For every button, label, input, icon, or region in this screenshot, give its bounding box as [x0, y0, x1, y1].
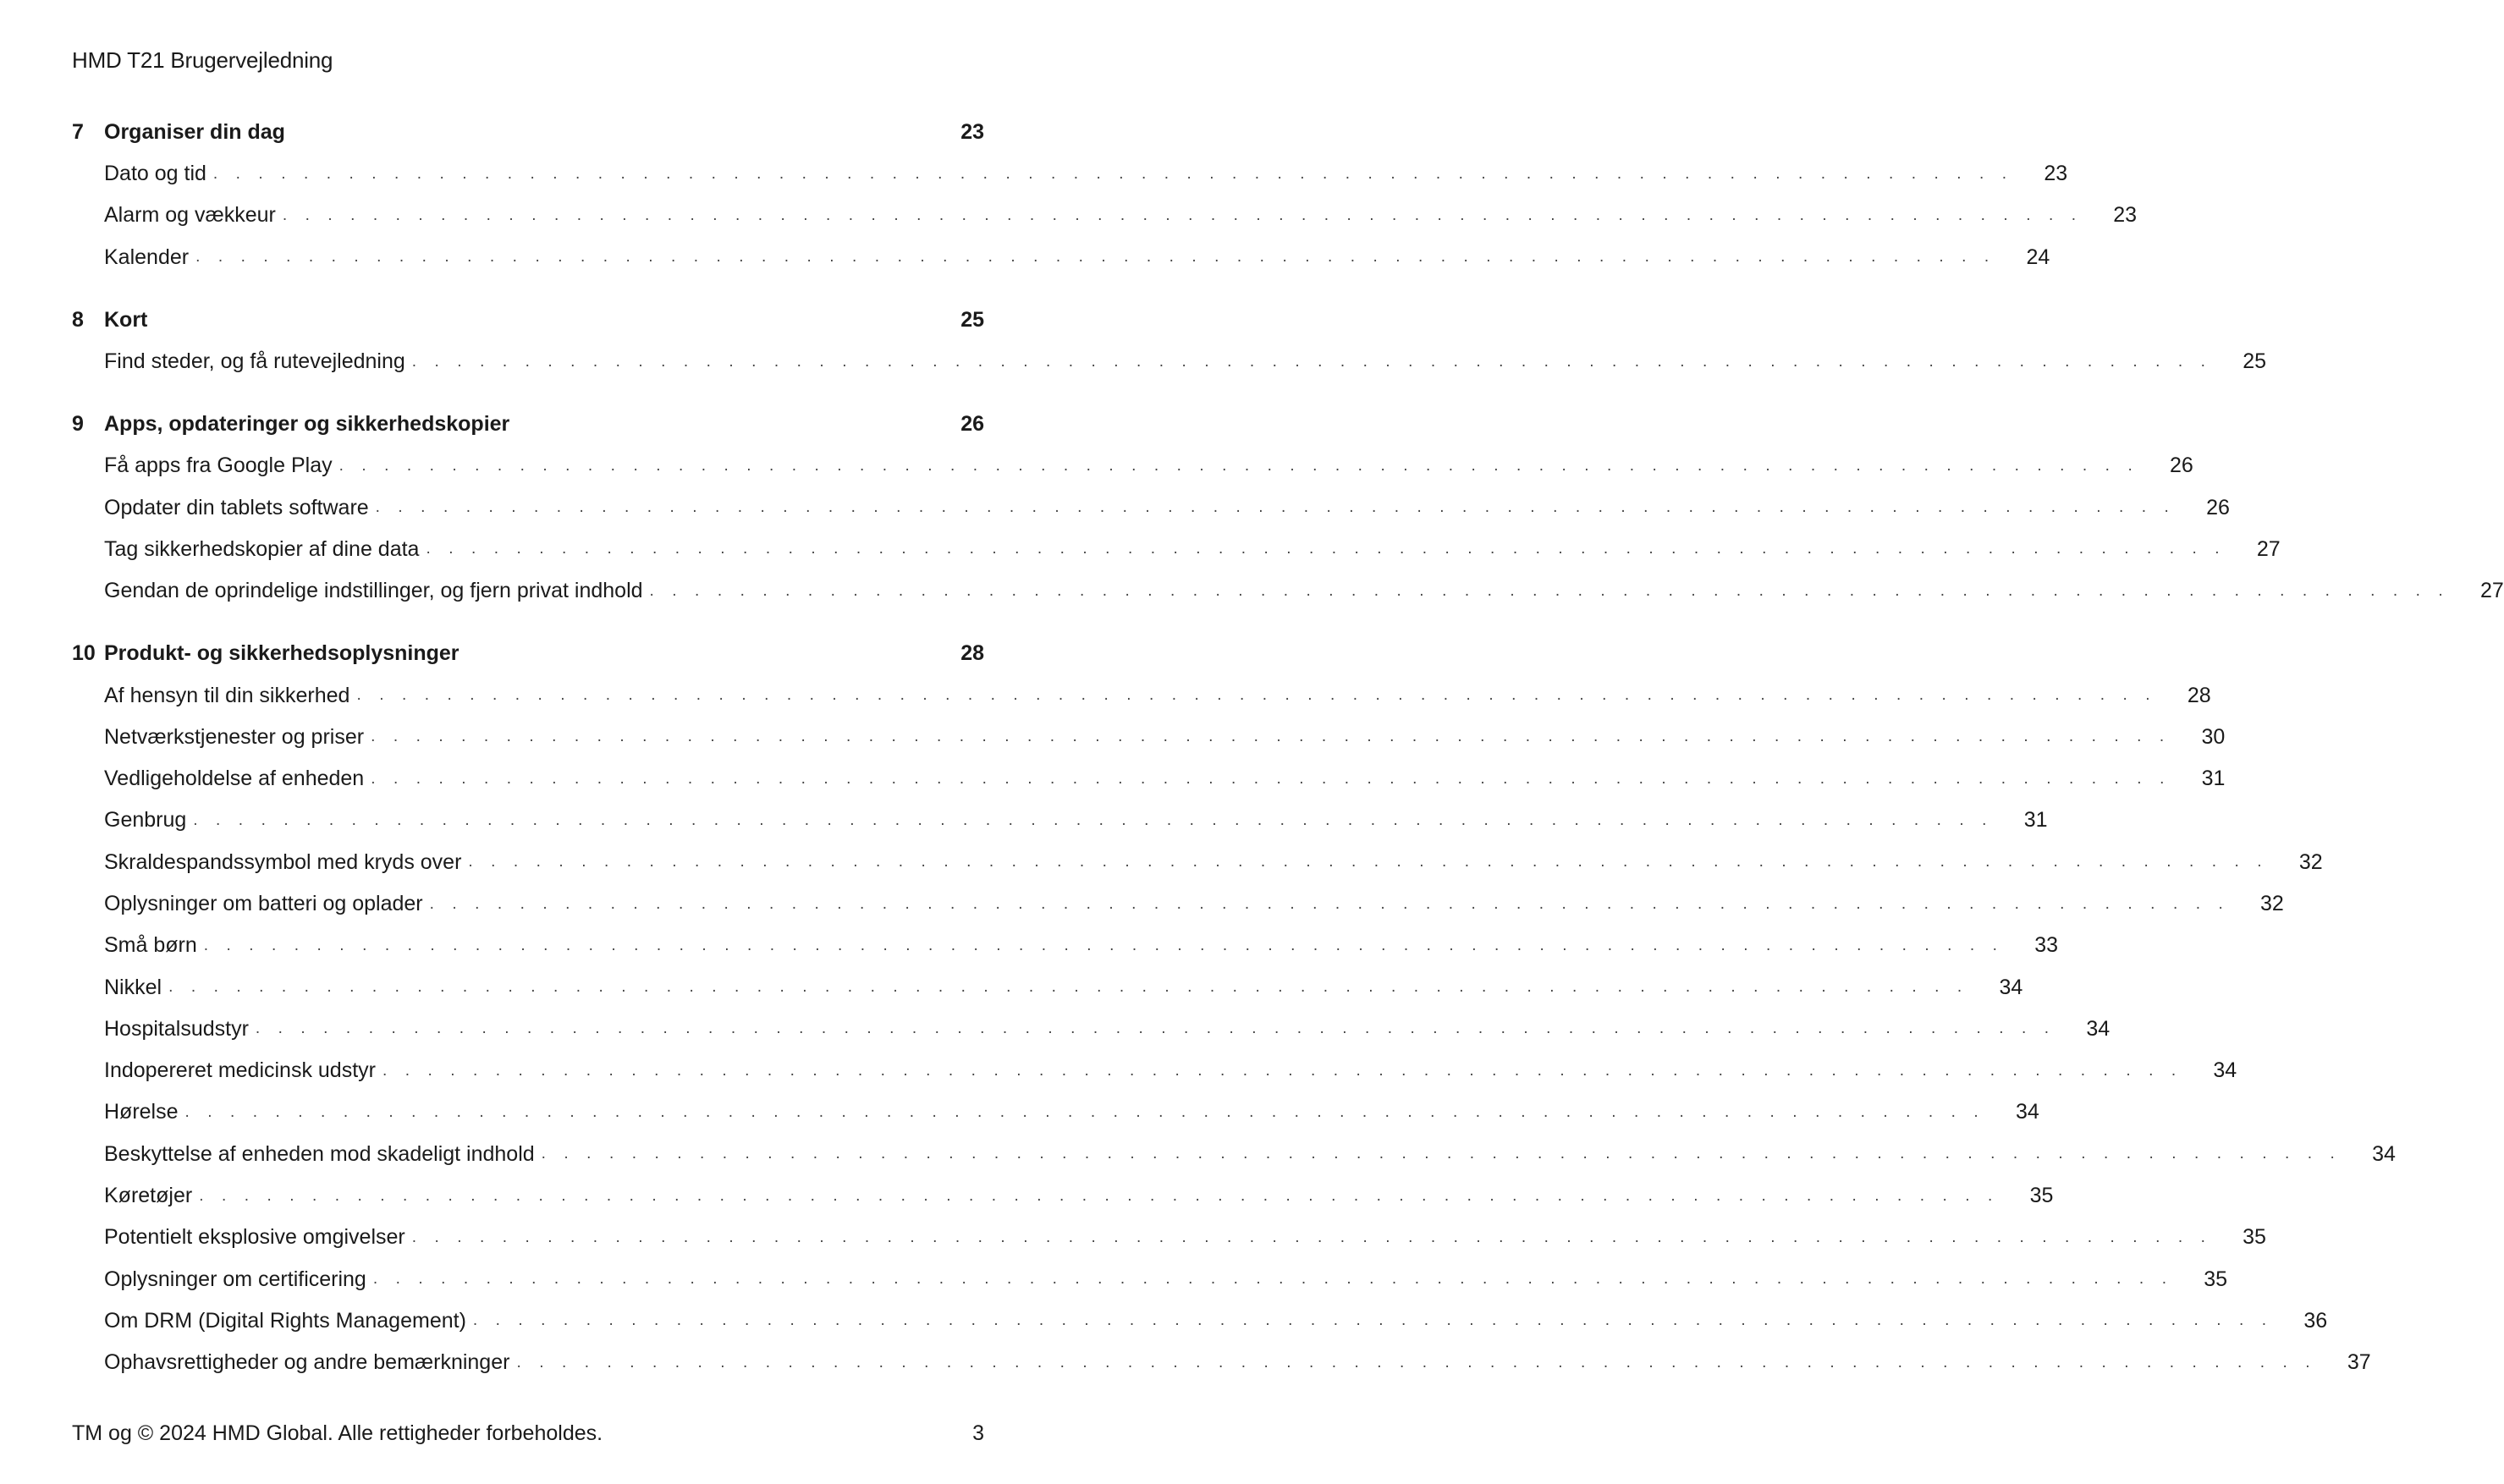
dot-leader: . . . . . . . . . . . . . . . . . . . . . . . . . . . . . . . . . . . . . . . . . . . . . . . . . . . . . . . . . . . . . . . . . . . . . . . . . . . . . . . . — [195, 248, 1996, 267]
dot-leader: . . . . . . . . . . . . . . . . . . . . . . . . . . . . . . . . . . . . . . . . . . . . . . . . . . . . . . . . . . . . . . . . . . . . . . . . . . . . . . . . — [429, 894, 2230, 913]
toc-entry-page-number: 37 — [2347, 1350, 2371, 1375]
dot-leader: . . . . . . . . . . . . . . . . . . . . . . . . . . . . . . . . . . . . . . . . . . . . . . . . . . . . . . . . . . . . . . . . . . . . . . . . . . . . . . . . — [649, 581, 2450, 600]
toc-entry-page-number: 25 — [2243, 349, 2267, 374]
toc-entry-title: Af hensyn til din sikkerhed — [104, 683, 350, 707]
page-number: 3 — [972, 1421, 984, 1445]
toc-entry[interactable] — [72, 1091, 2039, 1133]
dot-leader: . . . . . . . . . . . . . . . . . . . . . . . . . . . . . . . . . . . . . . . . . . . . . . . . . . . . . . . . . . . . . . . . . . . . . . . . . . . . . . . . — [472, 1311, 2274, 1330]
toc-entry[interactable] — [72, 445, 2193, 486]
chapter-page-number: 28 — [960, 641, 984, 666]
toc-entry[interactable] — [72, 842, 2323, 883]
toc-entry-title: Hospitalsudstyr — [104, 1016, 249, 1041]
chapter-page-number: 26 — [960, 412, 984, 437]
toc-entry-title: Opdater din tablets software — [104, 495, 369, 519]
chapter-number: 8 — [72, 307, 84, 332]
toc-entry-title: Beskyttelse af enheden mod skadeligt indhold — [104, 1141, 535, 1166]
toc-entry[interactable] — [72, 570, 2504, 612]
toc-entry-page-number: 33 — [2034, 933, 2058, 958]
toc-entry-title: Om DRM (Digital Rights Management) — [104, 1308, 466, 1333]
dot-leader: . . . . . . . . . . . . . . . . . . . . . . . . . . . . . . . . . . . . . . . . . . . . . . . . . . . . . . . . . . . . . . . . . . . . . . . . . . . . . . . . — [199, 1186, 2000, 1205]
toc-chapter — [72, 112, 2138, 278]
toc-entry-page-number: 35 — [2204, 1267, 2228, 1291]
toc-entry-title: Ophavsrettigheder og andre bemærkninger — [104, 1350, 510, 1375]
dot-leader: . . . . . . . . . . . . . . . . . . . . . . . . . . . . . . . . . . . . . . . . . . . . . . . . . . . . . . . . . . . . . . . . . . . . . . . . . . . . . . . . — [411, 352, 2213, 371]
chapter-number: 9 — [72, 412, 84, 437]
toc-entry[interactable] — [72, 758, 2226, 800]
dot-leader: . . . . . . . . . . . . . . . . . . . . . . . . . . . . . . . . . . . . . . . . . . . . . . . . . . . . . . . . . . . . . . . . . . . . . . . . . . . . . . . . — [371, 728, 2171, 746]
dot-leader: . . . . . . . . . . . . . . . . . . . . . . . . . . . . . . . . . . . . . . . . . . . . . . . . . . . . . . . . . . . . . . . . . . . . . . . . . . . . . . . . — [382, 1061, 2183, 1080]
toc-chapter — [72, 633, 2396, 1383]
toc-entry[interactable] — [72, 153, 2068, 195]
toc-entry-page-number: 32 — [2260, 892, 2284, 915]
chapter-title: Kort — [104, 307, 148, 332]
toc-entry-title: Gendan de oprindelige indstillinger, og fjern privat indhold — [104, 579, 643, 603]
toc-entry-title: Genbrug — [104, 808, 187, 833]
toc-entry[interactable] — [72, 486, 2230, 528]
toc-entry[interactable] — [72, 1217, 2266, 1258]
toc-entry-page-number: 24 — [2026, 245, 2050, 269]
dot-leader: . . . . . . . . . . . . . . . . . . . . . . . . . . . . . . . . . . . . . . . . . . . . . . . . . . . . . . . . . . . . . . . . . . . . . . . . . . . . . . . . — [255, 1020, 2056, 1038]
toc-entry-title: Vedligeholdelse af enheden — [104, 767, 365, 791]
toc-entry[interactable] — [72, 1009, 2111, 1050]
toc-entry-title: Køretøjer — [104, 1184, 193, 1208]
toc-entry-title: Oplysninger om certificering — [104, 1267, 366, 1291]
toc-entry-title: Find steder, og få rutevejledning — [104, 349, 405, 374]
chapter-number: 7 — [72, 120, 84, 144]
toc-entry[interactable] — [72, 195, 2138, 236]
toc-entry-page-number: 28 — [2187, 683, 2211, 707]
toc-entry[interactable] — [72, 717, 2226, 758]
toc-entry-title: Alarm og vækkeur — [104, 203, 276, 228]
toc-entry[interactable] — [72, 1342, 2371, 1383]
toc-chapter — [72, 404, 2504, 612]
toc-entry[interactable] — [72, 800, 2048, 841]
toc-entry-page-number: 34 — [2372, 1141, 2396, 1166]
toc-entry-page-number: 34 — [2015, 1100, 2039, 1124]
toc-entry-page-number: 34 — [1999, 975, 2023, 999]
toc-entry[interactable] — [72, 883, 2284, 925]
dot-leader: . . . . . . . . . . . . . . . . . . . . . . . . . . . . . . . . . . . . . . . . . . . . . . . . . . . . . . . . . . . . . . . . . . . . . . . . . . . . . . . . — [356, 686, 2157, 705]
chapter-title: Organiser din dag — [104, 120, 285, 144]
dot-leader: . . . . . . . . . . . . . . . . . . . . . . . . . . . . . . . . . . . . . . . . . . . . . . . . . . . . . . . . . . . . . . . . . . . . . . . . . . . . . . . . — [193, 811, 1994, 829]
toc-entry-title: Kalender — [104, 245, 190, 269]
dot-leader: . . . . . . . . . . . . . . . . . . . . . . . . . . . . . . . . . . . . . . . . . . . . . . . . . . . . . . . . . . . . . . . . . . . . . . . . . . . . . . . . — [168, 978, 1969, 997]
toc-entry[interactable] — [72, 1134, 2396, 1175]
dot-leader: . . . . . . . . . . . . . . . . . . . . . . . . . . . . . . . . . . . . . . . . . . . . . . . . . . . . . . . . . . . . . . . . . . . . . . . . . . . . . . . . — [184, 1102, 1985, 1121]
toc-entry-title: Tag sikkerhedskopier af dine data — [104, 536, 420, 561]
chapter-title: Apps, opdateringer og sikkerhedskopier — [104, 412, 510, 437]
dot-leader: . . . . . . . . . . . . . . . . . . . . . . . . . . . . . . . . . . . . . . . . . . . . . . . . . . . . . . . . . . . . . . . . . . . . . . . . . . . . . . . . — [372, 1270, 2174, 1289]
toc-entry[interactable] — [72, 1259, 2228, 1300]
toc-entry-title: Dato og tid — [104, 162, 206, 186]
dot-leader: . . . . . . . . . . . . . . . . . . . . . . . . . . . . . . . . . . . . . . . . . . . . . . . . . . . . . . . . . . . . . . . . . . . . . . . . . . . . . . . . — [212, 164, 2014, 183]
toc-entry-title: Potentielt eksplosive omgivelser — [104, 1225, 405, 1250]
toc-entry-title: Oplysninger om batteri og oplader — [104, 892, 423, 915]
dot-leader: . . . . . . . . . . . . . . . . . . . . . . . . . . . . . . . . . . . . . . . . . . . . . . . . . . . . . . . . . . . . . . . . . . . . . . . . . . . . . . . . — [371, 769, 2171, 788]
dot-leader: . . . . . . . . . . . . . . . . . . . . . . . . . . . . . . . . . . . . . . . . . . . . . . . . . . . . . . . . . . . . . . . . . . . . . . . . . . . . . . . . — [426, 540, 2226, 558]
toc-entry-page-number: 35 — [2243, 1225, 2266, 1250]
toc-entry-page-number: 26 — [2170, 453, 2193, 478]
dot-leader: . . . . . . . . . . . . . . . . . . . . . . . . . . . . . . . . . . . . . . . . . . . . . . . . . . . . . . . . . . . . . . . . . . . . . . . . . . . . . . . . — [516, 1353, 2317, 1371]
dot-leader: . . . . . . . . . . . . . . . . . . . . . . . . . . . . . . . . . . . . . . . . . . . . . . . . . . . . . . . . . . . . . . . . . . . . . . . . . . . . . . . . — [541, 1145, 2342, 1163]
toc-entry-page-number: 23 — [2044, 162, 2068, 186]
chapter-page-number: 23 — [960, 120, 984, 144]
toc-entry-page-number: 26 — [2206, 495, 2230, 519]
toc-entry[interactable] — [72, 529, 2281, 570]
toc-entry-title: Skraldespandssymbol med kryds over — [104, 849, 462, 874]
toc-entry[interactable] — [72, 1175, 2054, 1217]
toc-entry-page-number: 31 — [2201, 767, 2226, 791]
toc-entry-title: Få apps fra Google Play — [104, 453, 333, 478]
toc-entry-page-number: 34 — [2086, 1016, 2111, 1041]
toc-chapter — [72, 300, 2267, 382]
toc-entry-title: Netværkstjenester og priser — [104, 724, 365, 749]
dot-leader: . . . . . . . . . . . . . . . . . . . . . . . . . . . . . . . . . . . . . . . . . . . . . . . . . . . . . . . . . . . . . . . . . . . . . . . . . . . . . . . . — [468, 853, 2269, 871]
dot-leader: . . . . . . . . . . . . . . . . . . . . . . . . . . . . . . . . . . . . . . . . . . . . . . . . . . . . . . . . . . . . . . . . . . . . . . . . . . . . . . . . — [203, 936, 2004, 954]
toc-entry[interactable] — [72, 674, 2211, 716]
toc-entry[interactable] — [72, 341, 2267, 382]
toc-chapter-heading[interactable] — [72, 633, 984, 674]
toc-entry-title: Hørelse — [104, 1100, 179, 1124]
toc-entry[interactable] — [72, 237, 2050, 278]
toc-entry-page-number: 31 — [2023, 808, 2048, 833]
toc-chapter-heading[interactable] — [72, 404, 984, 445]
toc-entry[interactable] — [72, 1300, 2328, 1342]
toc-entry-page-number: 34 — [2213, 1058, 2237, 1083]
document-header: HMD T21 Brugervejledning — [72, 47, 333, 73]
toc-entry-title: Små børn — [104, 933, 197, 958]
toc-entry[interactable] — [72, 925, 2058, 966]
toc-entry-page-number: 23 — [2113, 203, 2138, 228]
dot-leader: . . . . . . . . . . . . . . . . . . . . . . . . . . . . . . . . . . . . . . . . . . . . . . . . . . . . . . . . . . . . . . . . . . . . . . . . . . . . . . . . — [411, 1228, 2212, 1246]
chapter-title: Produkt- og sikkerhedsoplysninger — [104, 641, 460, 666]
dot-leader: . . . . . . . . . . . . . . . . . . . . . . . . . . . . . . . . . . . . . . . . . . . . . . . . . . . . . . . . . . . . . . . . . . . . . . . . . . . . . . . . — [282, 206, 2083, 224]
toc-entry-page-number: 27 — [2256, 536, 2281, 561]
dot-leader: . . . . . . . . . . . . . . . . . . . . . . . . . . . . . . . . . . . . . . . . . . . . . . . . . . . . . . . . . . . . . . . . . . . . . . . . . . . . . . . . — [338, 456, 2139, 475]
toc-entry-page-number: 32 — [2298, 849, 2323, 874]
dot-leader: . . . . . . . . . . . . . . . . . . . . . . . . . . . . . . . . . . . . . . . . . . . . . . . . . . . . . . . . . . . . . . . . . . . . . . . . . . . . . . . . — [375, 498, 2176, 517]
toc-entry-title: Nikkel — [104, 975, 162, 999]
table-of-contents — [72, 112, 2504, 1404]
toc-entry[interactable] — [72, 1050, 2237, 1091]
toc-entry[interactable] — [72, 966, 2023, 1008]
toc-chapter-heading[interactable] — [72, 112, 984, 153]
chapter-page-number: 25 — [960, 307, 984, 332]
toc-entry-title: Indopereret medicinsk udstyr — [104, 1058, 376, 1083]
toc-entry-page-number: 30 — [2201, 724, 2226, 749]
toc-entry-page-number: 35 — [2029, 1184, 2054, 1208]
toc-chapter-heading[interactable] — [72, 300, 984, 341]
copyright-notice: TM og © 2024 HMD Global. Alle rettigheder forbeholdes. — [72, 1421, 603, 1445]
chapter-number: 10 — [72, 641, 96, 666]
toc-entry-page-number: 27 — [2479, 579, 2504, 603]
toc-entry-page-number: 36 — [2303, 1308, 2328, 1333]
page-footer — [72, 1421, 984, 1446]
